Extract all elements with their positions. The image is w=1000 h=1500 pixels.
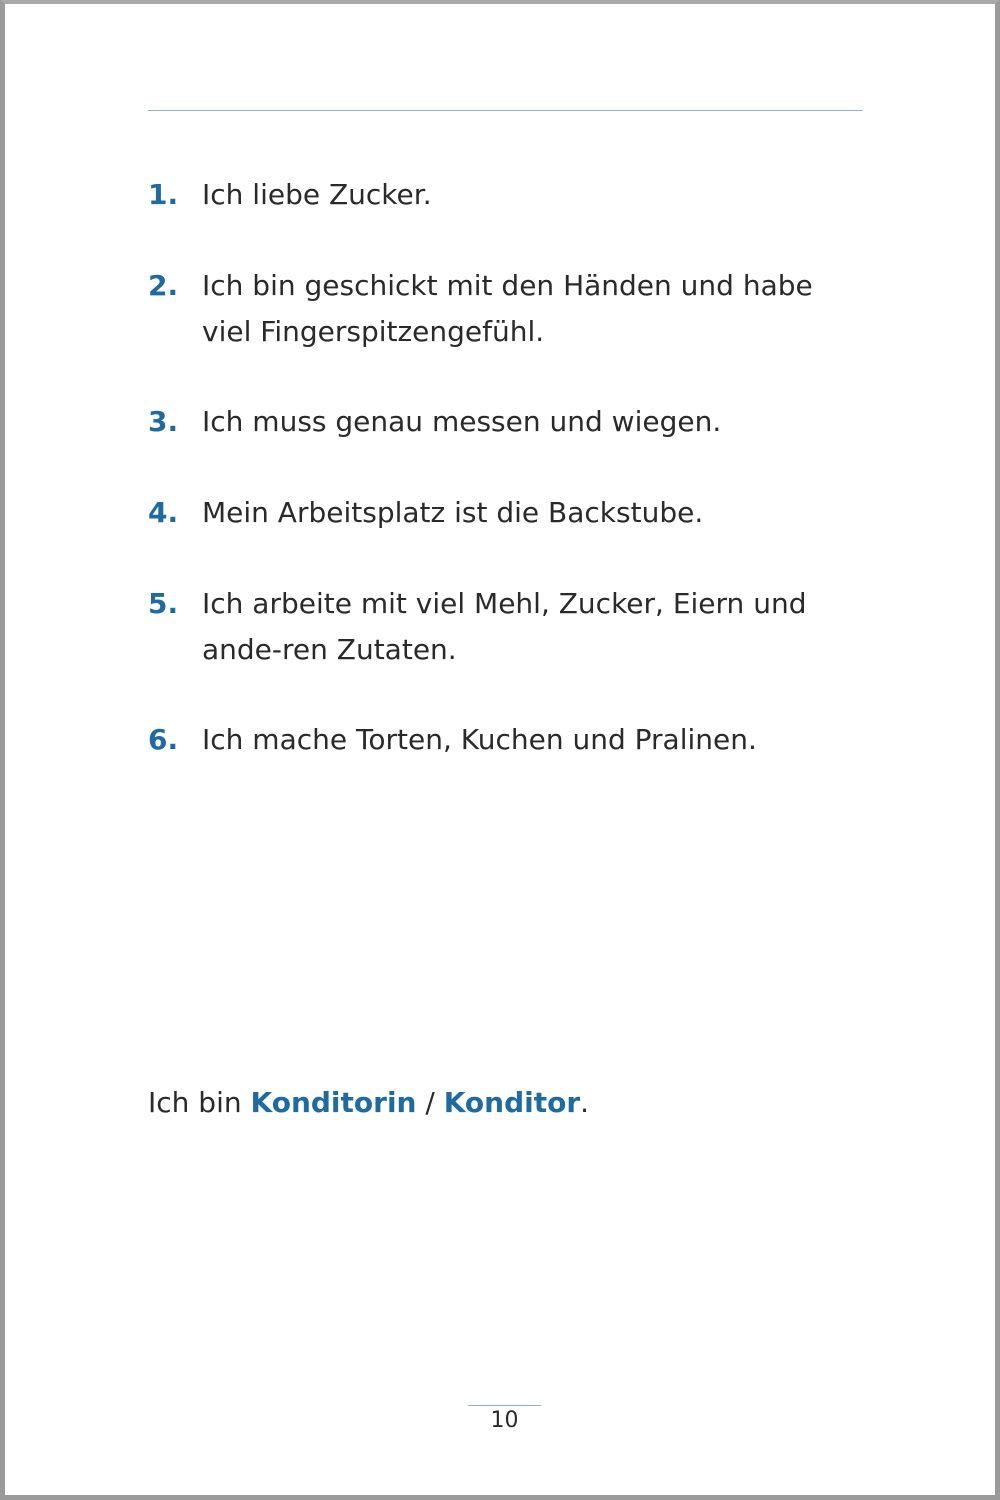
item-number: 1.: [148, 178, 179, 211]
closing-suffix: .: [580, 1086, 590, 1119]
job-title-male: Konditor: [443, 1086, 581, 1119]
footer-divider: [468, 1405, 541, 1406]
item-number: 2.: [148, 269, 179, 302]
item-number: 4.: [148, 496, 179, 529]
item-text: Ich liebe Zucker.: [202, 178, 432, 211]
page-number: 10: [490, 1408, 519, 1433]
item-text: Ich muss genau messen und wiegen.: [202, 405, 722, 438]
item-number: 5.: [148, 587, 179, 620]
item-number: 3.: [148, 405, 179, 438]
top-divider: [148, 110, 863, 111]
closing-sentence: [148, 1080, 589, 1126]
closing-separator: /: [416, 1086, 444, 1119]
item-text: Ich mache Torten, Kuchen und Pralinen.: [202, 723, 757, 756]
item-text: Mein Arbeitsplatz ist die Backstube.: [202, 496, 704, 529]
job-title-female: Konditorin: [250, 1086, 417, 1119]
closing-prefix: Ich bin: [148, 1086, 251, 1119]
item-text: Ich bin geschickt mit den Händen und habe viel Fingerspitzengefühl.: [202, 269, 813, 348]
item-number: 6.: [148, 723, 179, 756]
item-text: Ich arbeite mit viel Mehl, Zucker, Eiern und ande-ren Zutaten.: [202, 587, 807, 666]
